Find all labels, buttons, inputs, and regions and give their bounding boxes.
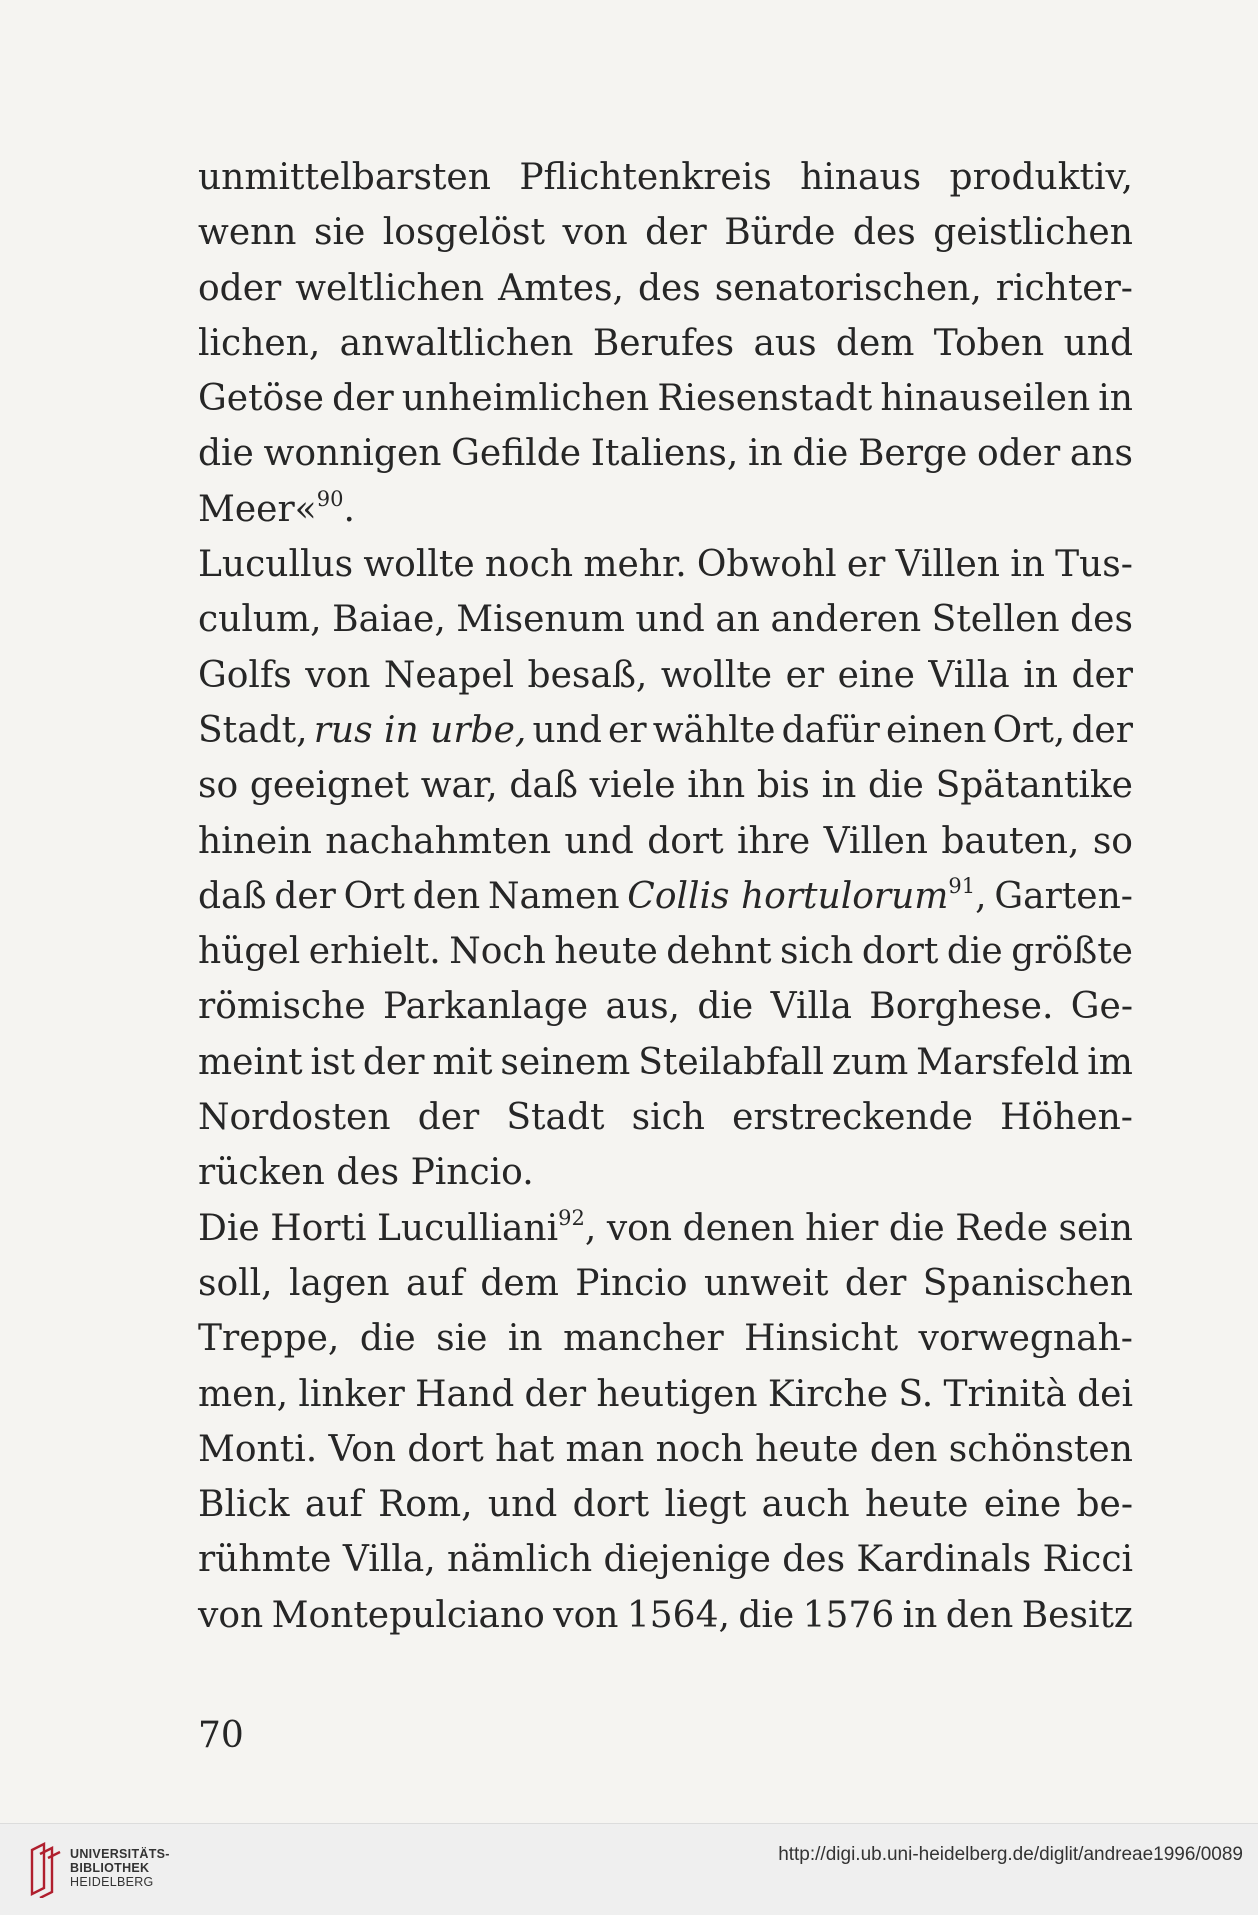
word: so	[1092, 820, 1133, 862]
word: der	[332, 378, 394, 420]
word: noch	[655, 1428, 744, 1470]
word	[627, 869, 986, 924]
word: Amtes,	[498, 267, 624, 309]
text-run: der	[274, 875, 336, 917]
word: Montepulciano	[271, 1594, 545, 1636]
word: hinein	[198, 820, 312, 862]
text-run: denen	[682, 1207, 795, 1249]
word: von	[305, 654, 371, 696]
text-line	[198, 1090, 1133, 1145]
word: Spanischen	[922, 1262, 1133, 1304]
word: heute	[865, 1484, 969, 1526]
word: in	[821, 765, 857, 807]
word: Villen	[895, 544, 1000, 586]
text-run: daß	[198, 875, 267, 917]
word: Bürde	[724, 212, 836, 254]
word: ihre	[736, 820, 811, 862]
word: Hinsicht	[744, 1318, 899, 1360]
text-run: .	[343, 488, 355, 530]
word: in	[1010, 544, 1045, 586]
word: hinauseilen	[880, 378, 1091, 420]
word: der	[417, 1097, 480, 1139]
word: losgelöst	[382, 212, 545, 254]
text-run: sein	[1058, 1207, 1133, 1249]
word: wollte	[660, 654, 773, 696]
word: Treppe,	[198, 1318, 340, 1360]
word: lagen	[289, 1262, 390, 1304]
library-footer	[0, 1823, 1258, 1915]
word: Stadt	[506, 1097, 605, 1139]
logo-line-2: BIBLIOTHEK	[70, 1861, 150, 1875]
text-line	[198, 1201, 1133, 1256]
word: eine	[837, 654, 915, 696]
text-run: die	[888, 1207, 945, 1249]
word: daß	[509, 765, 578, 807]
word: dort	[407, 1428, 484, 1470]
word: oder	[198, 267, 282, 309]
text-line	[198, 1145, 1133, 1200]
word: hinaus	[800, 157, 922, 198]
word: schönsten	[948, 1428, 1133, 1470]
word	[1059, 1201, 1133, 1256]
footnote-ref: 92	[558, 1205, 585, 1230]
text-line	[198, 648, 1133, 703]
word: Berge	[857, 433, 968, 475]
word: der	[1071, 654, 1133, 696]
word: geistlichen	[933, 212, 1133, 254]
word: anwaltlichen	[339, 322, 574, 364]
word: der	[524, 1373, 587, 1415]
word: dort	[861, 931, 939, 973]
word	[270, 1201, 366, 1256]
word: an	[715, 599, 760, 641]
word: heutigen	[596, 1373, 758, 1415]
word: Ricci	[1042, 1539, 1133, 1581]
word: von	[562, 212, 628, 254]
word: und	[487, 1484, 558, 1526]
word: auf	[405, 1262, 464, 1304]
word: geeignet	[249, 765, 410, 807]
text-line	[198, 537, 1133, 592]
word: ihn	[687, 765, 746, 807]
word: er	[846, 544, 886, 586]
word: dort	[572, 1484, 650, 1526]
word: men,	[198, 1373, 289, 1415]
word: sie	[436, 1318, 488, 1360]
word	[198, 869, 267, 924]
word: seinem	[500, 1041, 631, 1083]
word: die	[359, 1318, 416, 1360]
text-line	[198, 150, 1133, 205]
text-line	[198, 1256, 1133, 1311]
text-line	[198, 1367, 1133, 1422]
word: Trinità	[943, 1373, 1067, 1415]
word: Höhen-	[1000, 1097, 1133, 1139]
word: der	[645, 212, 707, 254]
text-line	[198, 1588, 1133, 1643]
word: Villa,	[342, 1539, 436, 1581]
word: Parkanlage	[383, 986, 589, 1028]
page-number: 70	[198, 1715, 244, 1756]
word: in	[902, 1594, 938, 1636]
word: Pflichtenkreis	[519, 157, 772, 198]
text-run: hier	[805, 1207, 879, 1249]
text-line	[198, 1422, 1133, 1477]
word: Toben	[933, 322, 1045, 364]
word: Getöse	[198, 378, 324, 420]
word: Misenum	[456, 599, 625, 641]
text-run: ,	[975, 875, 987, 917]
word: dehnt	[666, 931, 772, 973]
text-line	[198, 592, 1133, 647]
text-line	[198, 316, 1133, 371]
text-line	[198, 814, 1133, 869]
word: die	[738, 1594, 795, 1636]
word: Blick	[198, 1484, 290, 1526]
word: die	[792, 433, 849, 475]
word: senatorischen,	[714, 267, 982, 309]
word	[377, 1201, 596, 1256]
word: dort	[647, 820, 724, 862]
word: im	[1087, 1041, 1133, 1083]
body-text	[198, 150, 1133, 1643]
word: soll,	[198, 1262, 273, 1304]
word: S.	[898, 1373, 934, 1415]
word: Golfs	[198, 654, 292, 696]
text-line	[198, 703, 1133, 758]
word: Italiens,	[590, 433, 739, 475]
word: Kirche	[767, 1373, 889, 1415]
word: anderen	[770, 599, 922, 641]
word: aus,	[605, 986, 681, 1028]
word	[413, 869, 481, 924]
word: culum,	[198, 599, 322, 641]
word: wenn	[198, 212, 297, 254]
word: er	[608, 709, 647, 751]
text-run: rücken des Pincio.	[198, 1152, 534, 1194]
word: die	[198, 433, 254, 475]
word: von	[553, 1594, 619, 1636]
word: besaß,	[527, 654, 648, 696]
word: viele	[589, 765, 676, 807]
word: dafür	[781, 709, 880, 751]
word: in	[1023, 654, 1058, 696]
word	[994, 869, 1133, 924]
logo-line-1: UNIVERSITÄTS-	[70, 1847, 170, 1861]
word: zum	[831, 1041, 909, 1083]
word: Hand	[415, 1373, 515, 1415]
word: der	[844, 1262, 907, 1304]
word: heute	[755, 1428, 859, 1470]
word: noch	[484, 544, 574, 586]
word: richter-	[995, 267, 1133, 309]
word: Baiae,	[332, 599, 446, 641]
word: in	[507, 1318, 543, 1360]
word: war,	[420, 765, 498, 807]
word: mancher	[563, 1318, 724, 1360]
word: oder	[976, 433, 1061, 475]
word: Tus-	[1055, 544, 1133, 586]
text-line	[198, 924, 1133, 979]
word: hügel	[198, 931, 301, 973]
word: die	[697, 986, 754, 1028]
word: und	[1063, 322, 1133, 364]
word: Neapel	[383, 654, 515, 696]
italic-phrase: rus in urbe,	[313, 709, 527, 751]
word: ans	[1069, 433, 1133, 475]
text-line	[198, 426, 1133, 481]
word: dem	[480, 1262, 559, 1304]
word: wählte	[652, 709, 776, 751]
word: heute	[554, 931, 658, 973]
word: Gefilde	[451, 433, 582, 475]
word: Besitz	[1021, 1594, 1133, 1636]
text-run: den	[412, 875, 481, 917]
word: Riesenstadt	[657, 378, 873, 420]
word: bauten,	[941, 820, 1080, 862]
library-logo-icon	[28, 1842, 74, 1898]
word: Rom,	[378, 1484, 473, 1526]
word: eine	[983, 1484, 1062, 1526]
word	[198, 1201, 260, 1256]
text-run: Horti	[270, 1207, 367, 1249]
word	[683, 1201, 795, 1256]
word	[344, 869, 405, 924]
italic-phrase: Collis hortulorum	[627, 875, 949, 917]
word: und	[532, 709, 602, 751]
word: Kardinals	[856, 1539, 1032, 1581]
word: dem	[835, 322, 915, 364]
word: die	[868, 765, 924, 807]
word: der	[1071, 709, 1133, 751]
word: des	[782, 1539, 846, 1581]
text-line	[198, 482, 1133, 537]
text-line	[198, 1532, 1133, 1587]
text-run: von	[606, 1207, 673, 1249]
word: Villen	[823, 820, 928, 862]
word: Berufes	[592, 322, 735, 364]
word: ist	[310, 1041, 355, 1083]
paragraph-end	[198, 1145, 534, 1200]
text-run: Meer«	[198, 488, 317, 530]
word: 1564,	[626, 1594, 730, 1636]
word: Spätantike	[935, 765, 1133, 807]
paragraph-end	[198, 482, 355, 537]
word: und	[564, 820, 634, 862]
word: mehr.	[583, 544, 687, 586]
word: so	[198, 765, 239, 807]
word: erstreckende	[732, 1097, 973, 1139]
word: in	[748, 433, 783, 475]
source-url-link[interactable]: http://digi.ub.uni-heidelberg.de/diglit/andreae1996/0089	[778, 1844, 1243, 1865]
text-run: Namen	[487, 875, 620, 917]
word: von	[198, 1594, 264, 1636]
text-line	[198, 979, 1133, 1034]
word: er	[785, 654, 825, 696]
word: lichen,	[198, 322, 321, 364]
word: wollte	[363, 544, 475, 586]
word: des	[1070, 599, 1133, 641]
word: einen	[885, 709, 987, 751]
word: Lucullus	[198, 544, 354, 586]
word: aus	[753, 322, 817, 364]
word: und	[635, 599, 705, 641]
word: Ge-	[1070, 986, 1133, 1028]
word: Monti.	[198, 1428, 318, 1470]
word: Villa	[770, 986, 852, 1028]
word: bis	[756, 765, 810, 807]
word: Marsfeld	[916, 1041, 1080, 1083]
footnote-ref: 91	[948, 873, 976, 898]
word: sich	[631, 1097, 705, 1139]
word: Noch	[449, 931, 546, 973]
text-line	[198, 1311, 1133, 1366]
word: größte	[1011, 931, 1133, 973]
text-line	[198, 1035, 1133, 1090]
word: den	[945, 1594, 1014, 1636]
word: auch	[761, 1484, 850, 1526]
word: den	[869, 1428, 938, 1470]
word: des	[637, 267, 701, 309]
logo-line-3: HEIDELBERG	[70, 1875, 154, 1889]
word: 1576	[802, 1594, 895, 1636]
word: mit	[432, 1041, 493, 1083]
word: dei	[1077, 1373, 1133, 1415]
word: erhielt.	[308, 931, 441, 973]
word: Borghese.	[869, 986, 1054, 1028]
text-line	[198, 758, 1133, 813]
word: wonnigen	[263, 433, 442, 475]
word: Obwohl	[696, 544, 837, 586]
text-run: Garten-	[994, 875, 1133, 917]
word: Pincio	[575, 1262, 688, 1304]
word: unweit	[703, 1262, 829, 1304]
word: linker	[298, 1373, 405, 1415]
word: Nordosten	[198, 1097, 391, 1139]
text-line	[198, 205, 1133, 260]
library-logo[interactable]	[28, 1838, 248, 1902]
text-line	[198, 371, 1133, 426]
library-logo-text	[70, 1847, 170, 1889]
word: auf	[304, 1484, 363, 1526]
word	[955, 1201, 1048, 1256]
word: nämlich	[447, 1539, 593, 1581]
word: Stadt,	[198, 709, 308, 751]
word: Stellen	[931, 599, 1060, 641]
word: diejenige	[603, 1539, 771, 1581]
word: Ort,	[992, 709, 1066, 751]
word	[607, 1201, 672, 1256]
word: Von	[328, 1428, 397, 1470]
word	[274, 869, 336, 924]
text-run: Die	[198, 1207, 260, 1249]
word: be-	[1076, 1484, 1133, 1526]
word: die	[946, 931, 1003, 973]
text-line	[198, 1477, 1133, 1532]
word	[889, 1201, 945, 1256]
text-line	[198, 869, 1133, 924]
word: der	[362, 1041, 425, 1083]
word: weltlichen	[295, 267, 485, 309]
word: vorwegnah-	[918, 1318, 1133, 1360]
word: meint	[198, 1041, 303, 1083]
text-line	[198, 261, 1133, 316]
word: unmittelbarsten	[198, 157, 491, 198]
word	[488, 869, 620, 924]
word: des	[852, 212, 916, 254]
word: nachahmten	[325, 820, 552, 862]
word	[805, 1201, 878, 1256]
word: Steilabfall	[638, 1041, 825, 1083]
word: rühmte	[198, 1539, 332, 1581]
word: in	[1098, 378, 1133, 420]
word: man	[565, 1428, 645, 1470]
word: hat	[495, 1428, 555, 1470]
text-run: Ort	[343, 875, 405, 917]
word: produktiv,	[949, 157, 1133, 198]
word: sich	[780, 931, 854, 973]
text-run: Luculliani	[376, 1207, 559, 1249]
word: Villa	[928, 654, 1010, 696]
footnote-ref: 90	[316, 486, 344, 511]
word: unheimlichen	[401, 378, 650, 420]
text-run: Rede	[955, 1207, 1048, 1249]
word: sie	[314, 212, 366, 254]
word: römische	[198, 986, 366, 1028]
word: liegt	[664, 1484, 747, 1526]
text-run: ,	[584, 1207, 597, 1249]
